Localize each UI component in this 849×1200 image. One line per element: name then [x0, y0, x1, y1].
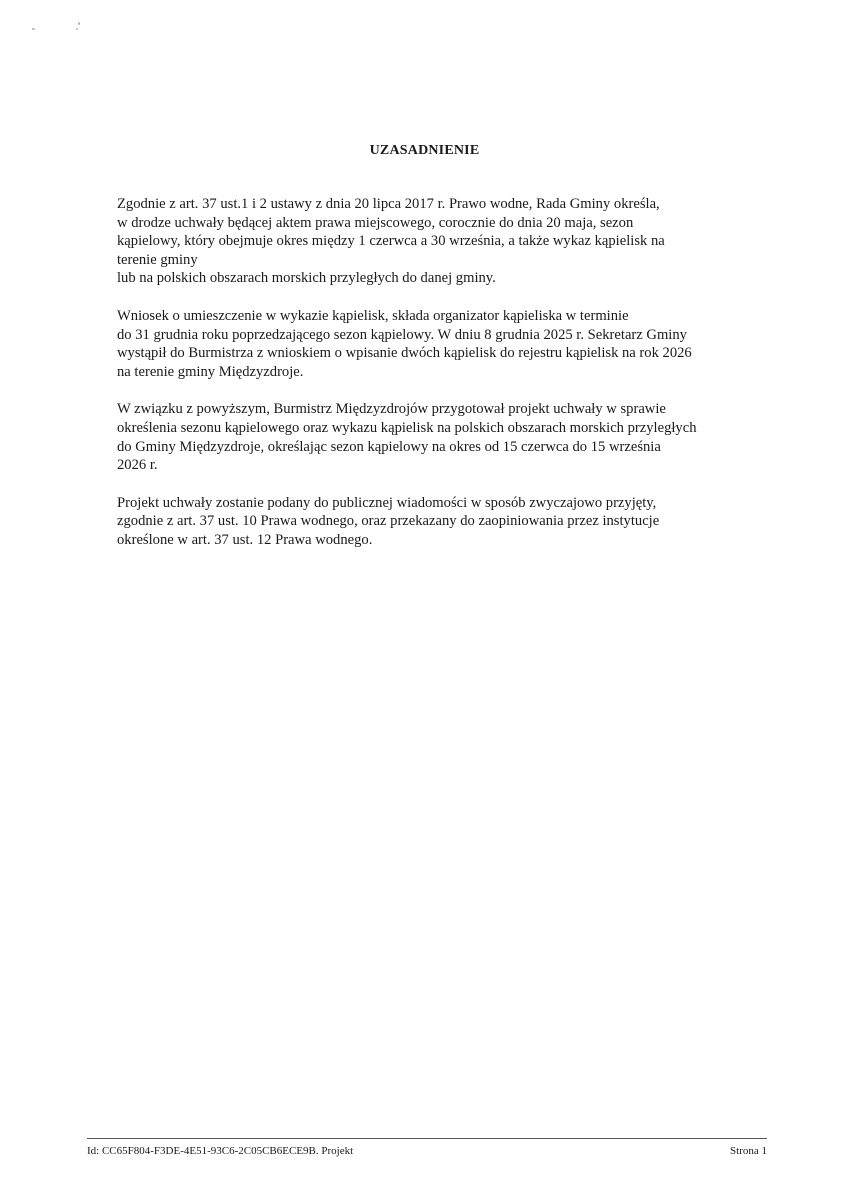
- text-line: do Gminy Międzyzdroje, określając sezon kąpielowy na okres od 15 czerwca do 15 września: [117, 438, 661, 455]
- text-line: do 31 grudnia roku poprzedzającego sezon kąpielowy. W dniu 8 grudnia 2025 r. Sekretarz Gminy: [117, 326, 687, 343]
- document-title: UZASADNIENIE: [369, 143, 480, 158]
- text-line: terenie gminy: [117, 251, 198, 268]
- text-line: w drodze uchwały będącej aktem prawa miejscowego, corocznie do dnia 20 maja, sezon: [117, 214, 634, 231]
- text-line: Wniosek o umieszczenie w wykazie kąpielisk, składa organizator kąpieliska w terminie: [117, 307, 629, 324]
- text-line: Zgodnie z art. 37 ust.1 i 2 ustawy z dnia 20 lipca 2017 r. Prawo wodne, Rada Gminy określa,: [117, 196, 660, 212]
- scan-specks: [30, 18, 90, 38]
- footer-document-id: Id: CC65F804-F3DE-4E51-93C6-2C05CB6ECE9B. Projekt: [87, 1145, 354, 1157]
- scan-speck: [32, 28, 35, 30]
- text-line: lub na polskich obszarach morskich przyległych do danej gminy.: [117, 270, 496, 287]
- scan-speck: [78, 22, 80, 25]
- text-line: zgodnie z art. 37 ust. 10 Prawa wodnego, oraz przekazany do zaopiniowania przez instytucje: [117, 513, 660, 530]
- text-line: określone w art. 37 ust. 12 Prawa wodnego.: [117, 531, 373, 548]
- scan-speck: [76, 28, 78, 30]
- footer-divider: [87, 1138, 767, 1139]
- paragraph-legal-basis: [117, 195, 797, 288]
- document-body: [117, 195, 797, 569]
- text-line: W związku z powyższym, Burmistrz Międzyzdrojów przygotował projekt uchwały w sprawie: [117, 401, 666, 418]
- text-line: kąpielowy, który obejmuje okres między 1 czerwca a 30 września, a także wykaz kąpielisk na: [117, 233, 665, 250]
- paragraph-application: [117, 307, 797, 381]
- text-line: na terenie gminy Międzyzdroje.: [117, 363, 304, 380]
- footer-page-number: Strona 1: [730, 1145, 767, 1157]
- paragraph-draft-resolution: [117, 400, 797, 474]
- paragraph-publication: [117, 494, 797, 550]
- text-line: wystąpił do Burmistrza z wnioskiem o wpisanie dwóch kąpielisk do rejestru kąpielisk na rok 2026: [117, 345, 692, 362]
- text-line: 2026 r.: [117, 457, 158, 474]
- text-line: określenia sezonu kąpielowego oraz wykazu kąpielisk na polskich obszarach morskich przyległych: [117, 419, 697, 436]
- text-line: Projekt uchwały zostanie podany do publicznej wiadomości w sposób zwyczajowo przyjęty,: [117, 494, 657, 511]
